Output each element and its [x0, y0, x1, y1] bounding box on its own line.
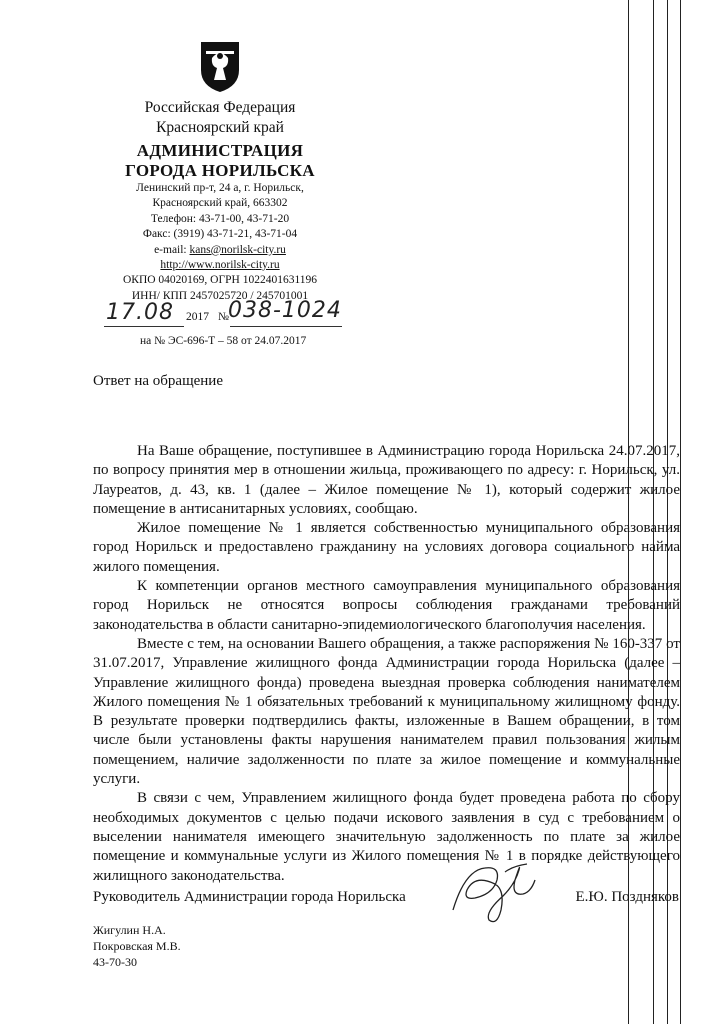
letterhead-org-line2: ГОРОДА НОРИЛЬСКА [125, 161, 315, 180]
coat-of-arms-icon [199, 40, 241, 94]
date-underline [104, 326, 184, 327]
registration-year: 2017 [186, 311, 209, 323]
website-link[interactable]: http://www.norilsk-city.ru [160, 259, 280, 272]
body-paragraph: В связи с чем, Управлением жилищного фонда будет проведена работа по сбору необходимых документов с целью подачи искового заявления в суд с требованием о выселении нанимателя имеющего значительную задолженность по плате за жилое помещение и коммунальные услуги из Жилого помещения № 1 в порядке действующего жилищного законодательства. [93, 790, 680, 884]
executor-name: Жигулин Н.А. [93, 923, 166, 937]
letterhead-address-line1: Ленинский пр-т, 24 а, г. Норильск, [136, 182, 304, 194]
letterhead-address-line2: Красноярский край, 663302 [152, 197, 288, 210]
signatory-name: Е.Ю. Поздняков [575, 889, 679, 905]
letterhead-region: Красноярский край [156, 119, 284, 136]
body-paragraph: Жилое помещение № 1 является собственностью муниципального образования город Норильск и предоставлено гражданину на условиях договора социального найма жилого помещения. [93, 520, 680, 575]
email-label: e-mail: [154, 243, 190, 256]
registration-line [104, 298, 344, 336]
letterhead-org-line1: АДМИНИСТРАЦИЯ [136, 141, 304, 160]
letter-subject: Ответ на обращение [93, 373, 223, 389]
letterhead-phone: Телефон: 43-71-00, 43-71-20 [150, 212, 290, 225]
reference-number: на № ЭС-696-Т – 58 от 24.07.2017 [140, 335, 307, 347]
number-sign: № [218, 311, 229, 323]
letter-body [93, 442, 680, 886]
letterhead-email-line [100, 243, 340, 258]
letterhead-okpo-ogrn: ОКПО 04020169, ОГРН 1022401631196 [122, 274, 318, 287]
letterhead-fax: Факс: (3919) 43-71-21, 43-71-04 [142, 228, 298, 241]
executor-phone: 43-70-30 [93, 955, 137, 970]
signatory-title: Руководитель Администрации города Норильска [93, 889, 406, 905]
body-paragraph: На Ваше обращение, поступившее в Администрацию города Норильска 24.07.2017, по вопросу принятия мер в отношении жильца, проживающего по адресу: г. Норильск, ул. Лауреатов, д. 43, кв. 1 (далее – Жилое помещение № 1), который содержит жилое помещение в антисанитарных условиях, сообщаю. [93, 443, 680, 517]
handwritten-date: 17.08 [106, 300, 174, 325]
executor-name: Покровская М.В. [93, 939, 181, 954]
letterhead [100, 40, 340, 304]
email-link[interactable]: kans@norilsk-city.ru [189, 243, 286, 256]
handwritten-signature [445, 850, 545, 930]
body-paragraph: К компетенции органов местного самоуправления муниципального образования город Норильск не относятся вопросы соблюдения гражданами требований законодательства в области санитарно-эпидемиологического благополучия населения. [93, 578, 680, 633]
executors-block [93, 922, 181, 971]
body-paragraph: Вместе с тем, на основании Вашего обращения, а также распоряжения № 160-337 от 31.07.2017, Управление жилищного фонда Администрации города Норильска (далее – Управление жилищного фонда) проведена выездная проверка соблюдения нанимателем Жилого помещения № 1 обязательных требований к муниципальному жилищному фонду. В результате проверки подтвердились факты, изложенные в Вашем обращении, в том числе были установлены факты нарушения нанимателем правил пользования жилым помещением, наличие задолженности по плате за жилое помещение и коммунальные услуги. [93, 635, 680, 788]
handwritten-number: 038-1024 [228, 298, 342, 323]
scan-border-line [680, 0, 681, 1024]
letterhead-inn-kpp: ИНН/ КПП 2457025720 / 245701001 [131, 289, 309, 302]
number-underline [230, 326, 342, 327]
letterhead-country: Российская Федерация [144, 99, 296, 116]
